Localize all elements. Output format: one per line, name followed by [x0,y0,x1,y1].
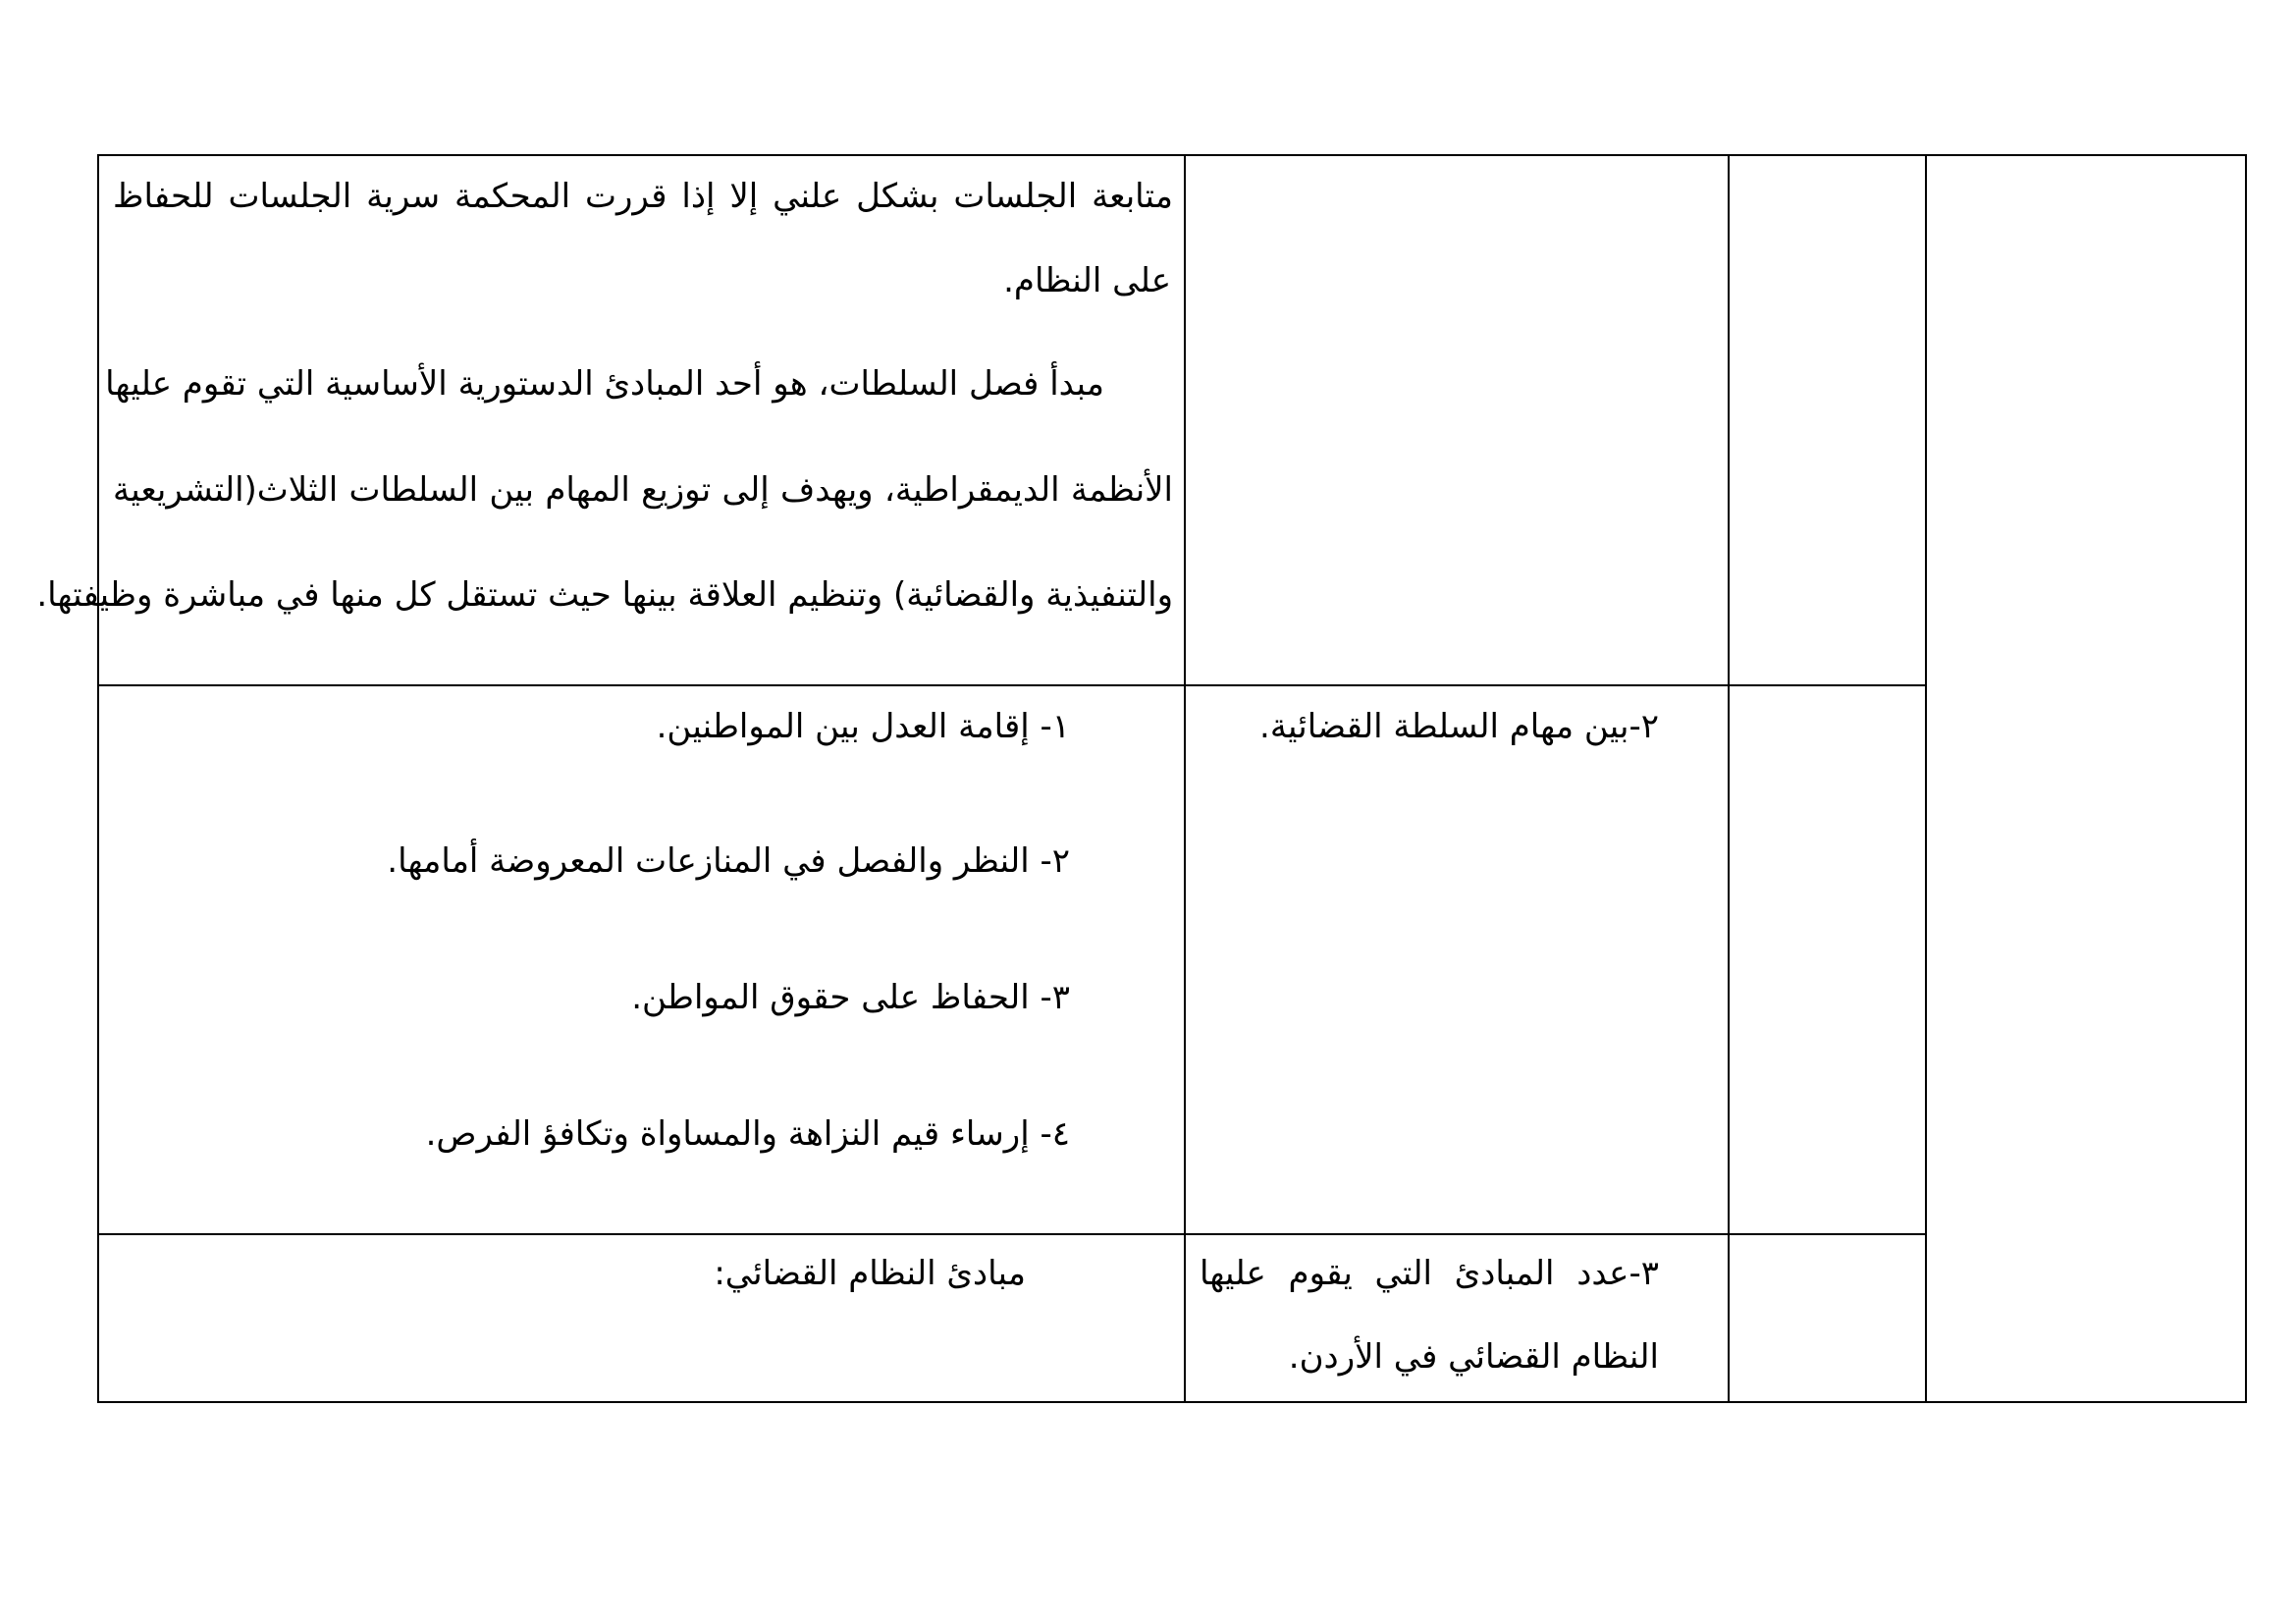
column-divider [1184,154,1186,1403]
row3-question-line: النظام القضائي في الأردن. [1288,1337,1659,1377]
column-divider [1925,154,1927,1403]
row1-content-line: والتنفيذية والقضائية) وتنظيم العلاقة بينها حيث تستقل كل منها في مباشرة وظيفتها. [36,575,1173,615]
table-border-right [2245,154,2247,1403]
row1-content-line: على النظام. [1003,261,1171,300]
row2-content-item: ١- إقامة العدل بين المواطنين. [656,707,1070,746]
table-border-left [97,154,99,1403]
row2-content-item: ٢- النظر والفصل في المنازعات المعروضة أمامها. [387,841,1070,881]
row3-question-line: ٣-عدد المبادئ التي يقوم عليها [1200,1254,1659,1293]
row3-content-heading: مبادئ النظام القضائي: [714,1254,1026,1293]
row1-content-line: متابعة الجلسات بشكل علني إلا إذا قررت المحكمة سرية الجلسات للحفاظ [113,177,1173,216]
row-divider [97,1233,1927,1235]
row2-content-item: ٤- إرساء قيم النزاهة والمساواة وتكافؤ الفرص. [425,1114,1070,1154]
row2-question: ٢-بين مهام السلطة القضائية. [1259,707,1659,746]
row1-content-line: مبدأ فصل السلطات، هو أحد المبادئ الدستورية الأساسية التي تقوم عليها [105,364,1104,404]
column-divider [1728,154,1730,1403]
row1-content-line: الأنظمة الديمقراطية، ويهدف إلى توزيع المهام بين السلطات الثلاث(التشريعية [113,470,1173,510]
row2-content-item: ٣- الحفاظ على حقوق المواطن. [631,978,1070,1017]
row-divider [97,684,1927,686]
